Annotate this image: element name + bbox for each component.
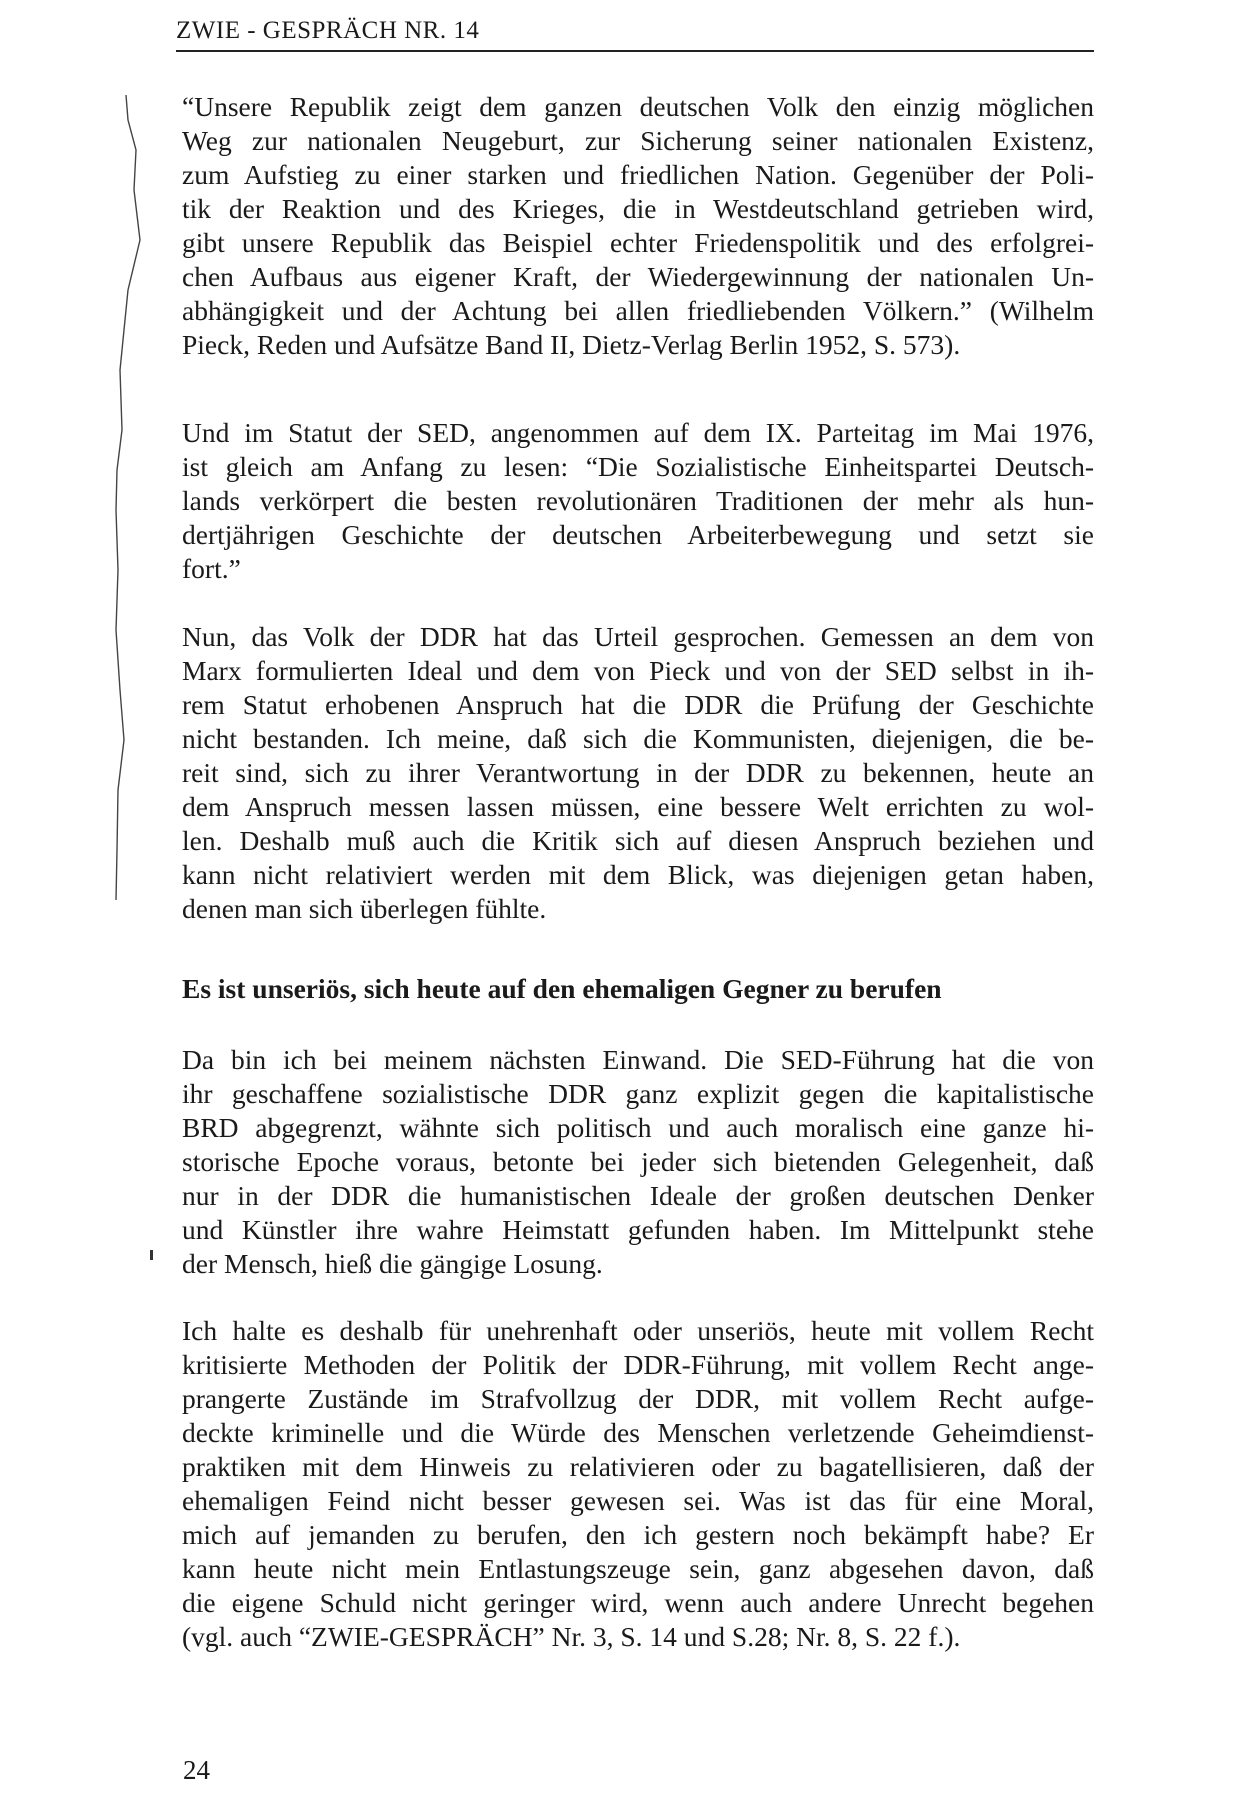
paragraph-next-objection bbox=[182, 1043, 1094, 1281]
text-line: len. Deshalb muß auch die Kritik sich auf diesen Anspruch beziehen und bbox=[182, 825, 1094, 856]
paragraph-ddr-verdict bbox=[182, 620, 1094, 926]
text-line: kritisierte Methoden der Politik der DDR-Führung, mit vollem Recht ange- bbox=[182, 1349, 1094, 1380]
section-heading: Es ist unseriös, sich heute auf den ehemaligen Gegner zu berufen bbox=[182, 973, 942, 1004]
text-line: Ich halte es deshalb für unehrenhaft oder unseriös, heute mit vollem Recht bbox=[182, 1315, 1094, 1346]
text-line: Und im Statut der SED, angenommen auf dem IX. Parteitag im Mai 1976, bbox=[182, 417, 1094, 448]
text-line: storische Epoche voraus, betonte bei jeder sich bietenden Gelegenheit, daß bbox=[182, 1146, 1094, 1177]
journal-title: ZWIE - GESPRÄCH NR. 14 bbox=[176, 17, 480, 44]
text-line: kann heute nicht mein Entlastungszeuge sein, ganz abgesehen davon, daß bbox=[182, 1553, 1094, 1584]
text-line: Pieck, Reden und Aufsätze Band II, Dietz-Verlag Berlin 1952, S. 573). bbox=[182, 329, 961, 360]
text-line: denen man sich überlegen fühlte. bbox=[182, 893, 547, 924]
text-line: und Künstler ihre wahre Heimstatt gefunden haben. Im Mittelpunkt stehe bbox=[182, 1214, 1094, 1245]
text-line: der Mensch, hieß die gängige Losung. bbox=[182, 1248, 603, 1279]
text-line: deckte kriminelle und die Würde des Menschen verletzende Geheimdienst- bbox=[182, 1417, 1094, 1448]
text-line: rem Statut erhobenen Anspruch hat die DDR die Prüfung der Geschichte bbox=[182, 689, 1094, 720]
text-line: Weg zur nationalen Neugeburt, zur Sicherung seiner nationalen Existenz, bbox=[182, 125, 1094, 156]
text-line: fort.” bbox=[182, 553, 241, 584]
page-number: 24 bbox=[183, 1755, 210, 1785]
text-line: abhängigkeit und der Achtung bei allen friedliebenden Völkern.” (Wilhelm bbox=[182, 295, 1094, 326]
text-line: (vgl. auch “ZWIE-GESPRÄCH” Nr. 3, S. 14 und S.28; Nr. 8, S. 22 f.). bbox=[182, 1621, 961, 1652]
text-line: ihr geschaffene sozialistische DDR ganz explizit gegen die kapitalistische bbox=[182, 1078, 1094, 1109]
margin-line-mark bbox=[112, 90, 152, 940]
text-line: zum Aufstieg zu einer starken und friedlichen Nation. Gegenüber der Poli- bbox=[182, 159, 1094, 190]
text-line: tik der Reaktion und des Krieges, die in Westdeutschland getrieben wird, bbox=[182, 193, 1094, 224]
text-line: prangerte Zustände im Strafvollzug der DDR, mit vollem Recht aufge- bbox=[182, 1383, 1094, 1414]
text-line: kann nicht relativiert werden mit dem Blick, was diejenigen getan haben, bbox=[182, 859, 1094, 890]
text-line: Marx formulierten Ideal und dem von Pieck und von der SED selbst in ih- bbox=[182, 655, 1094, 686]
text-line: nicht bestanden. Ich meine, daß sich die Kommunisten, diejenigen, die be- bbox=[182, 723, 1094, 754]
paragraph-quote-pieck bbox=[182, 90, 1094, 362]
running-header bbox=[176, 14, 1094, 52]
text-line: Nun, das Volk der DDR hat das Urteil gesprochen. Gemessen an dem von bbox=[182, 621, 1094, 652]
text-line: “Unsere Republik zeigt dem ganzen deutschen Volk den einzig möglichen bbox=[182, 91, 1094, 122]
text-line: lands verkörpert die besten revolutionären Traditionen der mehr als hun- bbox=[182, 485, 1094, 516]
text-line: BRD abgegrenzt, wähnte sich politisch und auch moralisch eine ganze hi- bbox=[182, 1112, 1094, 1143]
paragraph-unseriousness bbox=[182, 1314, 1094, 1654]
text-line: dem Anspruch messen lassen müssen, eine bessere Welt errichten zu wol- bbox=[182, 791, 1094, 822]
text-line: reit sind, sich zu ihrer Verantwortung in der DDR zu bekennen, heute an bbox=[182, 757, 1094, 788]
text-line: Da bin ich bei meinem nächsten Einwand. Die SED-Führung hat die von bbox=[182, 1044, 1094, 1075]
text-line: dertjährigen Geschichte der deutschen Arbeiterbewegung und setzt sie bbox=[182, 519, 1094, 550]
text-line: nur in der DDR die humanistischen Ideale der großen deutschen Denker bbox=[182, 1180, 1094, 1211]
text-line: ehemaligen Feind nicht besser gewesen sei. Was ist das für eine Moral, bbox=[182, 1485, 1094, 1516]
text-line: praktiken mit dem Hinweis zu relativieren oder zu bagatellisieren, daß der bbox=[182, 1451, 1094, 1482]
margin-line-svg bbox=[112, 90, 152, 940]
text-line: chen Aufbaus aus eigener Kraft, der Wiedergewinnung der nationalen Un- bbox=[182, 261, 1094, 292]
text-line: mich auf jemanden zu berufen, den ich gestern noch bekämpft habe? Er bbox=[182, 1519, 1094, 1550]
stray-mark bbox=[150, 1250, 153, 1260]
text-line: ist gleich am Anfang zu lesen: “Die Sozialistische Einheitspartei Deutsch- bbox=[182, 451, 1094, 482]
paragraph-sed-statute bbox=[182, 416, 1094, 586]
text-line: gibt unsere Republik das Beispiel echter Friedenspolitik und des erfolgrei- bbox=[182, 227, 1094, 258]
text-line: die eigene Schuld nicht geringer wird, wenn auch andere Unrecht begehen bbox=[182, 1587, 1094, 1618]
